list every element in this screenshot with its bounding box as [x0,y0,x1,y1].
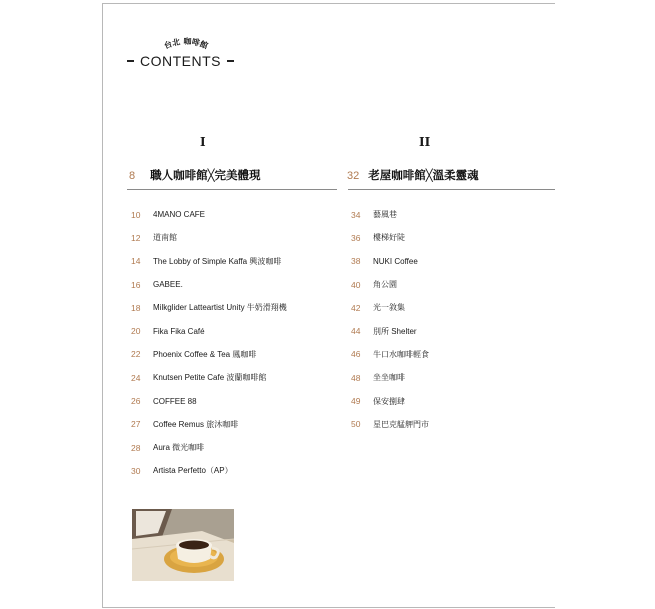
toc-entry[interactable] [131,413,341,436]
entry-name: Phoenix Coffee & Tea 鳳咖啡 [153,349,257,359]
part-roman-numeral: II [419,135,431,149]
entry-name: 坐坐咖啡 [373,373,405,383]
contents-header [127,34,245,74]
entry-page-number: 18 [131,302,141,313]
entry-name: 道南館 [153,233,177,243]
entry-name: GABEE. [153,280,183,290]
entry-page-number: 44 [351,326,361,337]
entry-name: COFFEE 88 [153,396,197,406]
toc-entry[interactable] [131,296,341,319]
entry-page-number: 20 [131,326,141,337]
toc-entry[interactable] [131,389,341,412]
entry-name: Milkglider Latteartist Unity 牛奶滑翔機 [153,303,287,313]
right-dash [227,60,234,62]
entry-name: Fika Fika Café [153,326,205,336]
entry-name: 牛口水咖啡輕食 [373,349,429,359]
entry-page-number: 36 [351,232,361,243]
entry-page-number: 30 [131,465,141,476]
toc-entry[interactable] [351,319,555,342]
entry-name: 角公園 [373,280,397,290]
toc-entry[interactable] [351,296,555,319]
section-divider [127,189,337,190]
toc-entry[interactable] [351,273,555,296]
toc-entry[interactable] [131,203,341,226]
toc-entry[interactable] [131,250,341,273]
book-page [102,3,555,608]
toc-entry[interactable] [131,366,341,389]
svg-text:台北 咖啡館: 台北 咖啡館 [162,36,210,51]
toc-list [131,203,341,483]
toc-entry[interactable] [351,366,555,389]
entry-page-number: 50 [351,419,361,430]
entry-name: 樓梯好陡 [373,233,405,243]
coffee-cup-photo [132,509,234,581]
entry-name: 4MANO CAFE [153,210,206,220]
entry-page-number: 24 [131,372,141,383]
entry-page-number: 12 [131,232,141,243]
entry-page-number: 22 [131,349,141,360]
toc-entry[interactable] [131,436,341,459]
entry-name: 保安捌肆 [373,396,405,406]
entry-name: Coffee Remus 旅沐咖啡 [153,419,239,429]
section-title: 職人咖啡館╳完美體現 [150,168,261,182]
entry-name: 光一敘集 [373,303,405,313]
section-page-number: 8 [129,170,136,182]
toc-entry[interactable] [351,389,555,412]
section-title: 老屋咖啡館╳溫柔靈魂 [368,168,479,182]
entry-page-number: 27 [131,419,141,430]
toc-entry[interactable] [131,226,341,249]
toc-entry[interactable] [131,459,341,482]
entry-page-number: 28 [131,442,141,453]
toc-entry[interactable] [131,319,341,342]
entry-page-number: 34 [351,209,361,220]
entry-page-number: 16 [131,279,141,290]
entry-page-number: 26 [131,396,141,407]
section-heading[interactable] [347,167,555,183]
section-page-number: 32 [347,170,360,182]
entry-name: The Lobby of Simple Kaffa 興波咖啡 [153,256,282,266]
entry-name: 別所 Shelter [373,326,417,336]
toc-entry[interactable] [351,226,555,249]
left-dash [127,60,134,62]
entry-name: Artista Perfetto（AP） [153,466,233,476]
entry-page-number: 49 [351,396,361,407]
entry-page-number: 14 [131,256,141,267]
entry-page-number: 40 [351,279,361,290]
entry-name: Knutsen Petite Cafe 波蘭咖啡館 [153,373,267,383]
entry-name: NUKI Coffee [373,256,418,266]
toc-entry[interactable] [351,203,555,226]
entry-page-number: 46 [351,349,361,360]
toc-entry[interactable] [351,413,555,436]
toc-entry[interactable] [131,343,341,366]
entry-page-number: 10 [131,209,141,220]
section-heading[interactable] [129,167,344,183]
toc-entry[interactable] [351,343,555,366]
toc-entry[interactable] [351,250,555,273]
toc-entry[interactable] [131,273,341,296]
entry-page-number: 38 [351,256,361,267]
entry-page-number: 48 [351,372,361,383]
entry-name: 藝風巷 [373,210,397,220]
part-roman-numeral: I [200,135,206,149]
section-divider [348,189,555,190]
entry-name: 星巴克艋舺門市 [373,419,429,429]
arc-title [127,34,245,54]
entry-page-number: 42 [351,302,361,313]
entry-name: Aura 微光咖啡 [153,443,205,453]
contents-title: CONTENTS [140,53,221,69]
toc-list [351,203,555,436]
